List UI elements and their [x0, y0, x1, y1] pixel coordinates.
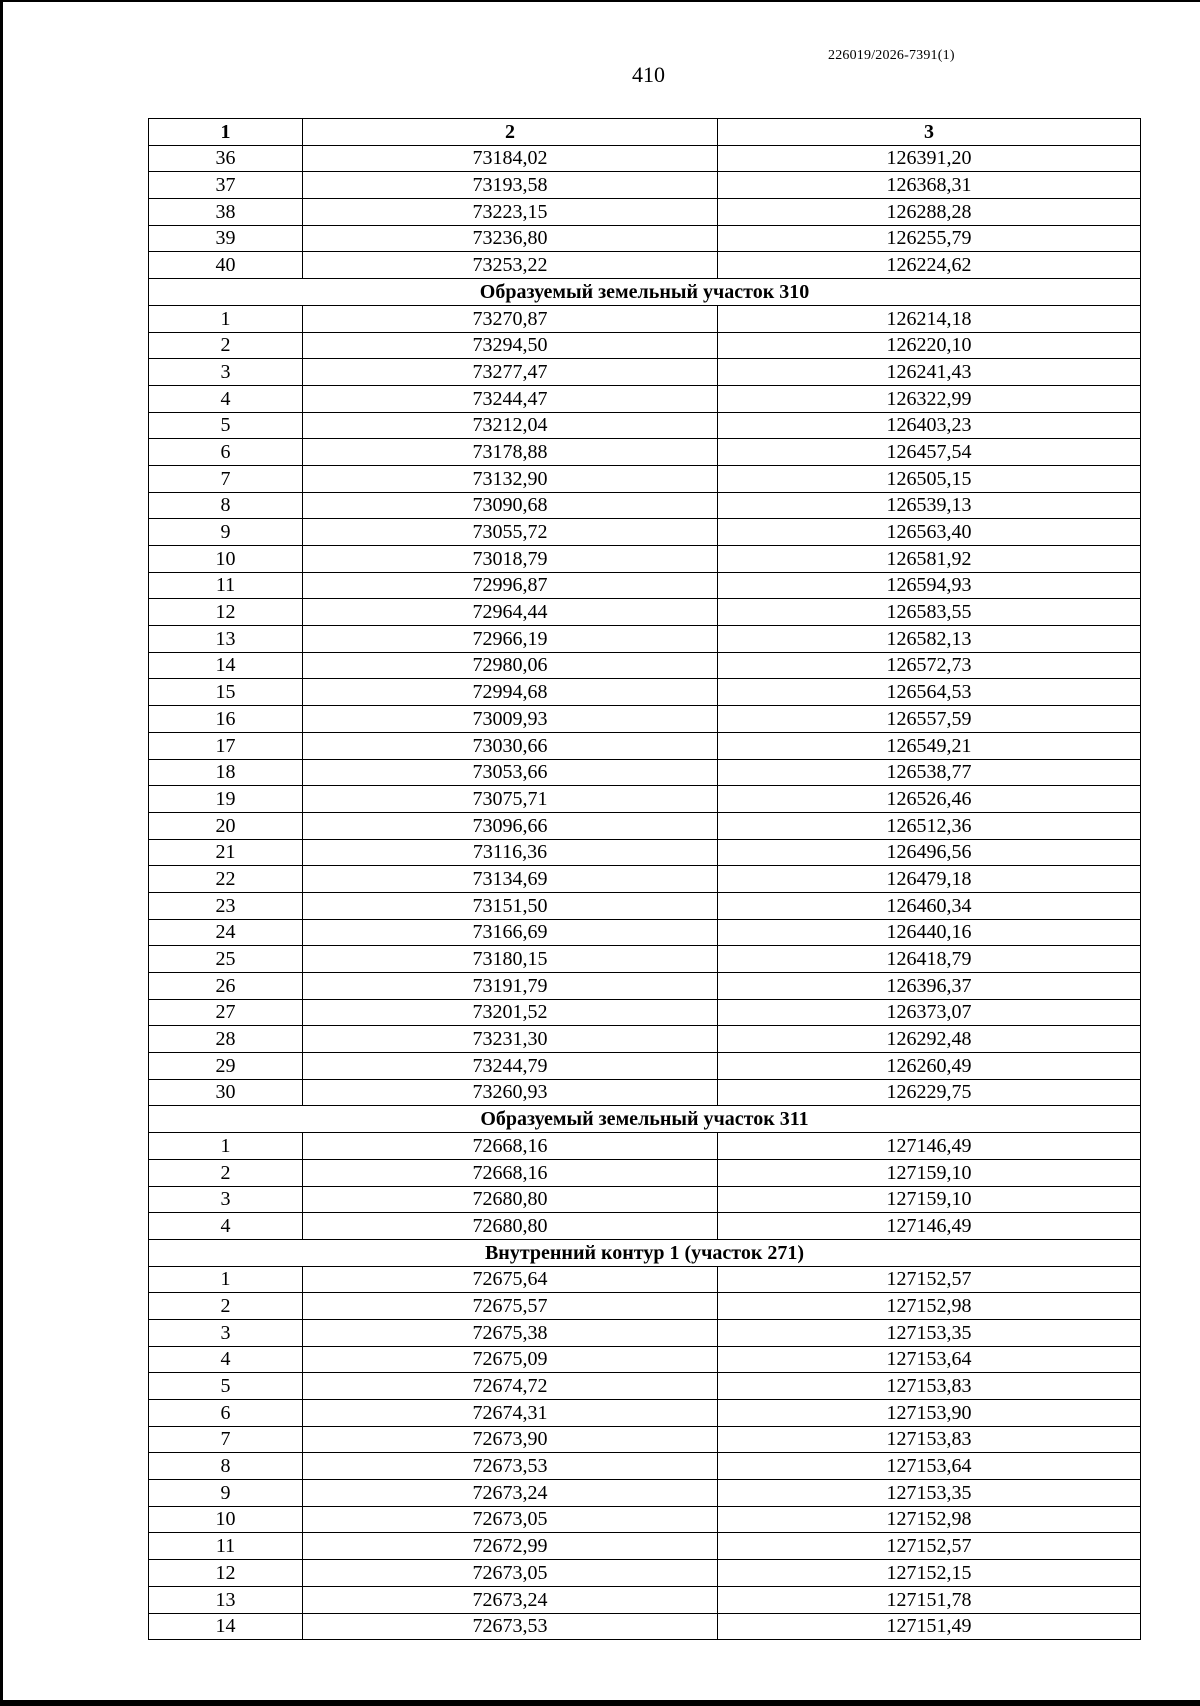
point-number-cell: 1: [149, 305, 303, 332]
x-coordinate-cell: 72668,16: [303, 1133, 718, 1160]
x-coordinate-cell: 73116,36: [303, 839, 718, 866]
x-coordinate-cell: 73231,30: [303, 1026, 718, 1053]
table-row: [149, 786, 1141, 813]
y-coordinate-cell: 127151,78: [718, 1586, 1141, 1613]
x-coordinate-cell: 72680,80: [303, 1213, 718, 1240]
table-header-row: [149, 119, 1141, 146]
table-row: [149, 732, 1141, 759]
x-coordinate-cell: 73184,02: [303, 145, 718, 172]
table-row: [149, 973, 1141, 1000]
point-number-cell: 4: [149, 1346, 303, 1373]
y-coordinate-cell: 126368,31: [718, 172, 1141, 199]
x-coordinate-cell: 73075,71: [303, 786, 718, 813]
x-coordinate-cell: 72675,38: [303, 1319, 718, 1346]
y-coordinate-cell: 126322,99: [718, 385, 1141, 412]
point-number-cell: 9: [149, 519, 303, 546]
y-coordinate-cell: 126224,62: [718, 252, 1141, 279]
y-coordinate-cell: 126539,13: [718, 492, 1141, 519]
point-number-cell: 11: [149, 572, 303, 599]
x-coordinate-cell: 73053,66: [303, 759, 718, 786]
y-coordinate-cell: 126557,59: [718, 706, 1141, 733]
table-row: [149, 999, 1141, 1026]
table-row: [149, 679, 1141, 706]
point-number-cell: 5: [149, 412, 303, 439]
x-coordinate-cell: 72966,19: [303, 626, 718, 653]
y-coordinate-cell: 126526,46: [718, 786, 1141, 813]
x-coordinate-cell: 73009,93: [303, 706, 718, 733]
table-row: [149, 225, 1141, 252]
point-number-cell: 4: [149, 385, 303, 412]
table-row: [149, 1506, 1141, 1533]
point-number-cell: 20: [149, 812, 303, 839]
x-coordinate-cell: 72673,53: [303, 1613, 718, 1640]
table-row: [149, 1026, 1141, 1053]
x-coordinate-cell: 72674,31: [303, 1400, 718, 1427]
section-header-row: [149, 1106, 1141, 1133]
x-coordinate-cell: 72680,80: [303, 1186, 718, 1213]
y-coordinate-cell: 126292,48: [718, 1026, 1141, 1053]
point-number-cell: 2: [149, 332, 303, 359]
point-number-cell: 22: [149, 866, 303, 893]
x-coordinate-cell: 73236,80: [303, 225, 718, 252]
column-header-x: 2: [303, 119, 718, 146]
point-number-cell: 27: [149, 999, 303, 1026]
point-number-cell: 14: [149, 1613, 303, 1640]
table-row: [149, 305, 1141, 332]
x-coordinate-cell: 72673,90: [303, 1426, 718, 1453]
table-row: [149, 626, 1141, 653]
y-coordinate-cell: 127146,49: [718, 1213, 1141, 1240]
x-coordinate-cell: 72675,09: [303, 1346, 718, 1373]
point-number-cell: 26: [149, 973, 303, 1000]
point-number-cell: 12: [149, 599, 303, 626]
section-header-row: [149, 1239, 1141, 1266]
table-row: [149, 1053, 1141, 1080]
table-row: [149, 1213, 1141, 1240]
y-coordinate-cell: 127153,35: [718, 1480, 1141, 1507]
point-number-cell: 16: [149, 706, 303, 733]
table-row: [149, 145, 1141, 172]
table-row: [149, 199, 1141, 226]
y-coordinate-cell: 126396,37: [718, 973, 1141, 1000]
x-coordinate-cell: 72674,72: [303, 1373, 718, 1400]
y-coordinate-cell: 127152,57: [718, 1266, 1141, 1293]
point-number-cell: 2: [149, 1293, 303, 1320]
x-coordinate-cell: 73223,15: [303, 199, 718, 226]
x-coordinate-cell: 72673,05: [303, 1560, 718, 1587]
table-row: [149, 332, 1141, 359]
table-row: [149, 1453, 1141, 1480]
y-coordinate-cell: 127159,10: [718, 1186, 1141, 1213]
y-coordinate-cell: 126496,56: [718, 839, 1141, 866]
y-coordinate-cell: 127152,98: [718, 1506, 1141, 1533]
point-number-cell: 24: [149, 919, 303, 946]
table-row: [149, 892, 1141, 919]
x-coordinate-cell: 73270,87: [303, 305, 718, 332]
table-row: [149, 492, 1141, 519]
point-number-cell: 6: [149, 439, 303, 466]
point-number-cell: 4: [149, 1213, 303, 1240]
x-coordinate-cell: 73132,90: [303, 465, 718, 492]
y-coordinate-cell: 126214,18: [718, 305, 1141, 332]
x-coordinate-cell: 73260,93: [303, 1079, 718, 1106]
point-number-cell: 13: [149, 626, 303, 653]
y-coordinate-cell: 126479,18: [718, 866, 1141, 893]
point-number-cell: 23: [149, 892, 303, 919]
x-coordinate-cell: 72675,57: [303, 1293, 718, 1320]
table-row: [149, 1480, 1141, 1507]
y-coordinate-cell: 126255,79: [718, 225, 1141, 252]
table-row: [149, 1079, 1141, 1106]
point-number-cell: 25: [149, 946, 303, 973]
x-coordinate-cell: 72964,44: [303, 599, 718, 626]
point-number-cell: 14: [149, 652, 303, 679]
table-row: [149, 465, 1141, 492]
x-coordinate-cell: 73096,66: [303, 812, 718, 839]
y-coordinate-cell: 127146,49: [718, 1133, 1141, 1160]
section-header-row: [149, 279, 1141, 306]
point-number-cell: 10: [149, 1506, 303, 1533]
point-number-cell: 12: [149, 1560, 303, 1587]
y-coordinate-cell: 127153,83: [718, 1426, 1141, 1453]
coordinates-table: [148, 118, 1141, 1640]
x-coordinate-cell: 73253,22: [303, 252, 718, 279]
point-number-cell: 7: [149, 1426, 303, 1453]
x-coordinate-cell: 73178,88: [303, 439, 718, 466]
y-coordinate-cell: 126229,75: [718, 1079, 1141, 1106]
table-row: [149, 839, 1141, 866]
scan-border-bottom: [0, 1700, 1200, 1706]
scan-border-top: [0, 0, 1200, 2]
point-number-cell: 38: [149, 199, 303, 226]
table-row: [149, 1319, 1141, 1346]
y-coordinate-cell: 127153,83: [718, 1373, 1141, 1400]
scan-border-left: [0, 0, 3, 1706]
document-id: 226019/2026-7391(1): [828, 48, 955, 63]
section-title: Образуемый земельный участок 310: [149, 279, 1141, 306]
point-number-cell: 6: [149, 1400, 303, 1427]
x-coordinate-cell: 73244,79: [303, 1053, 718, 1080]
y-coordinate-cell: 127152,57: [718, 1533, 1141, 1560]
table-row: [149, 759, 1141, 786]
y-coordinate-cell: 126583,55: [718, 599, 1141, 626]
table-row: [149, 599, 1141, 626]
table-row: [149, 919, 1141, 946]
y-coordinate-cell: 126549,21: [718, 732, 1141, 759]
table-row: [149, 706, 1141, 733]
point-number-cell: 18: [149, 759, 303, 786]
point-number-cell: 9: [149, 1480, 303, 1507]
x-coordinate-cell: 72996,87: [303, 572, 718, 599]
point-number-cell: 1: [149, 1133, 303, 1160]
section-title: Внутренний контур 1 (участок 271): [149, 1239, 1141, 1266]
x-coordinate-cell: 72980,06: [303, 652, 718, 679]
y-coordinate-cell: 127153,90: [718, 1400, 1141, 1427]
x-coordinate-cell: 73134,69: [303, 866, 718, 893]
table-row: [149, 412, 1141, 439]
y-coordinate-cell: 126594,93: [718, 572, 1141, 599]
x-coordinate-cell: 72668,16: [303, 1159, 718, 1186]
x-coordinate-cell: 72672,99: [303, 1533, 718, 1560]
x-coordinate-cell: 72673,24: [303, 1480, 718, 1507]
x-coordinate-cell: 72675,64: [303, 1266, 718, 1293]
point-number-cell: 10: [149, 546, 303, 573]
table-row: [149, 866, 1141, 893]
x-coordinate-cell: 73030,66: [303, 732, 718, 759]
point-number-cell: 21: [149, 839, 303, 866]
x-coordinate-cell: 73018,79: [303, 546, 718, 573]
table-row: [149, 572, 1141, 599]
table-row: [149, 1400, 1141, 1427]
y-coordinate-cell: 126505,15: [718, 465, 1141, 492]
y-coordinate-cell: 126241,43: [718, 359, 1141, 386]
page-number: 410: [632, 62, 665, 87]
y-coordinate-cell: 126512,36: [718, 812, 1141, 839]
table-body: [149, 145, 1141, 1640]
y-coordinate-cell: 126288,28: [718, 199, 1141, 226]
point-number-cell: 1: [149, 1266, 303, 1293]
y-coordinate-cell: 126582,13: [718, 626, 1141, 653]
x-coordinate-cell: 72673,53: [303, 1453, 718, 1480]
y-coordinate-cell: 127153,64: [718, 1346, 1141, 1373]
point-number-cell: 15: [149, 679, 303, 706]
table-row: [149, 172, 1141, 199]
y-coordinate-cell: 126572,73: [718, 652, 1141, 679]
point-number-cell: 5: [149, 1373, 303, 1400]
x-coordinate-cell: 73180,15: [303, 946, 718, 973]
table-row: [149, 385, 1141, 412]
y-coordinate-cell: 126457,54: [718, 439, 1141, 466]
table-row: [149, 1133, 1141, 1160]
table-row: [149, 359, 1141, 386]
point-number-cell: 8: [149, 492, 303, 519]
x-coordinate-cell: 73294,50: [303, 332, 718, 359]
point-number-cell: 7: [149, 465, 303, 492]
x-coordinate-cell: 73151,50: [303, 892, 718, 919]
point-number-cell: 19: [149, 786, 303, 813]
x-coordinate-cell: 73055,72: [303, 519, 718, 546]
y-coordinate-cell: 126564,53: [718, 679, 1141, 706]
point-number-cell: 11: [149, 1533, 303, 1560]
point-number-cell: 39: [149, 225, 303, 252]
table-row: [149, 1186, 1141, 1213]
table-row: [149, 1533, 1141, 1560]
y-coordinate-cell: 126373,07: [718, 999, 1141, 1026]
y-coordinate-cell: 127152,98: [718, 1293, 1141, 1320]
x-coordinate-cell: 73090,68: [303, 492, 718, 519]
table-row: [149, 252, 1141, 279]
table-row: [149, 439, 1141, 466]
point-number-cell: 3: [149, 1186, 303, 1213]
x-coordinate-cell: 72673,24: [303, 1586, 718, 1613]
point-number-cell: 29: [149, 1053, 303, 1080]
x-coordinate-cell: 72673,05: [303, 1506, 718, 1533]
y-coordinate-cell: 126403,23: [718, 412, 1141, 439]
table-row: [149, 1373, 1141, 1400]
y-coordinate-cell: 126581,92: [718, 546, 1141, 573]
y-coordinate-cell: 127153,64: [718, 1453, 1141, 1480]
x-coordinate-cell: 73201,52: [303, 999, 718, 1026]
y-coordinate-cell: 126418,79: [718, 946, 1141, 973]
point-number-cell: 8: [149, 1453, 303, 1480]
table-row: [149, 812, 1141, 839]
table-row: [149, 946, 1141, 973]
y-coordinate-cell: 126220,10: [718, 332, 1141, 359]
column-header-y: 3: [718, 119, 1141, 146]
point-number-cell: 30: [149, 1079, 303, 1106]
section-title: Образуемый земельный участок 311: [149, 1106, 1141, 1133]
y-coordinate-cell: 127159,10: [718, 1159, 1141, 1186]
x-coordinate-cell: 73193,58: [303, 172, 718, 199]
table-row: [149, 1426, 1141, 1453]
y-coordinate-cell: 127151,49: [718, 1613, 1141, 1640]
y-coordinate-cell: 126460,34: [718, 892, 1141, 919]
x-coordinate-cell: 73277,47: [303, 359, 718, 386]
point-number-cell: 3: [149, 1319, 303, 1346]
x-coordinate-cell: 73166,69: [303, 919, 718, 946]
y-coordinate-cell: 127153,35: [718, 1319, 1141, 1346]
table-row: [149, 1346, 1141, 1373]
y-coordinate-cell: 126563,40: [718, 519, 1141, 546]
x-coordinate-cell: 73191,79: [303, 973, 718, 1000]
table-row: [149, 1586, 1141, 1613]
y-coordinate-cell: 127152,15: [718, 1560, 1141, 1587]
table-row: [149, 519, 1141, 546]
table-row: [149, 1613, 1141, 1640]
point-number-cell: 2: [149, 1159, 303, 1186]
y-coordinate-cell: 126391,20: [718, 145, 1141, 172]
table-row: [149, 546, 1141, 573]
point-number-cell: 3: [149, 359, 303, 386]
y-coordinate-cell: 126440,16: [718, 919, 1141, 946]
y-coordinate-cell: 126260,49: [718, 1053, 1141, 1080]
table-row: [149, 1266, 1141, 1293]
x-coordinate-cell: 72994,68: [303, 679, 718, 706]
point-number-cell: 37: [149, 172, 303, 199]
table-row: [149, 1159, 1141, 1186]
point-number-cell: 36: [149, 145, 303, 172]
table-row: [149, 1293, 1141, 1320]
point-number-cell: 13: [149, 1586, 303, 1613]
table-row: [149, 1560, 1141, 1587]
point-number-cell: 28: [149, 1026, 303, 1053]
y-coordinate-cell: 126538,77: [718, 759, 1141, 786]
point-number-cell: 40: [149, 252, 303, 279]
column-header-number: 1: [149, 119, 303, 146]
x-coordinate-cell: 73244,47: [303, 385, 718, 412]
x-coordinate-cell: 73212,04: [303, 412, 718, 439]
table-row: [149, 652, 1141, 679]
point-number-cell: 17: [149, 732, 303, 759]
